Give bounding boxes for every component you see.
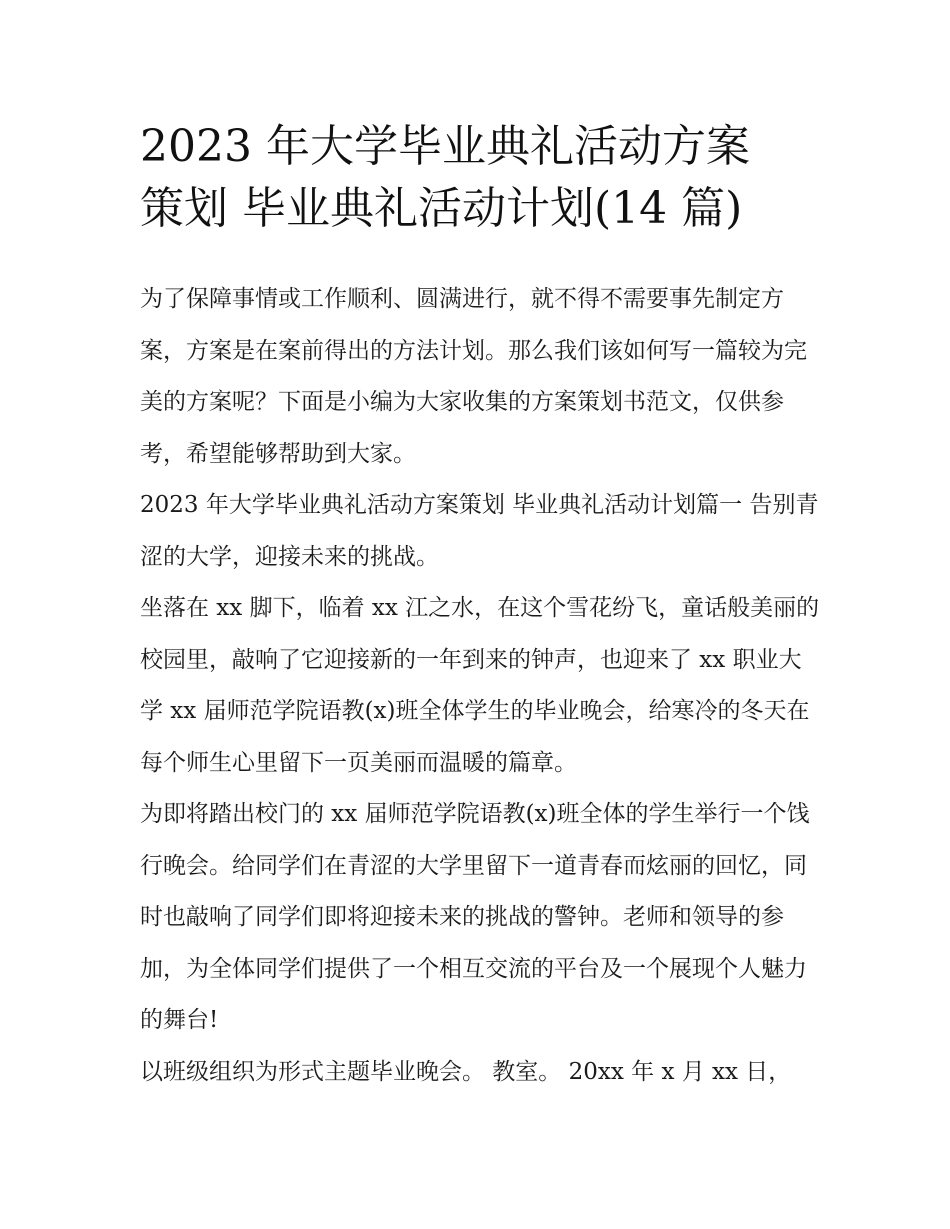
paragraph-section-heading: 2023 年大学毕业典礼活动方案策划 毕业典礼活动计划篇一 告别青涩的大学，迎接未来的挑战。 xyxy=(140,492,819,570)
title-line-1: 2023 年大学毕业典礼活动方案 xyxy=(140,121,750,172)
paragraph-intro: 为了保障事情或工作顺利、圆满进行，就不得不需要事先制定方案，方案是在案前得出的方法计划。那么我们该如何写一篇较为完美的方案呢？下面是小编为大家收集的方案策划书范文，仅供参考，希望能够帮助到大家。 xyxy=(140,286,807,467)
title-line-2: 策划 毕业典礼活动计划(14 篇) xyxy=(140,183,743,234)
document-title xyxy=(140,116,830,240)
paragraph-background: 坐落在 xx 脚下，临着 xx 江之水，在这个雪花纷飞，童话般美丽的校园里，敲响了它迎接新的一年到来的钟声，也迎来了 xx 职业大学 xx 届师范学院语教(x)班全体学生的毕业晚会，给寒冷的冬天在每个师生心里留下一页美丽而温暖的篇章。 xyxy=(140,595,820,776)
document-body xyxy=(140,274,820,1098)
paragraph-format-time: 以班级组织为形式主题毕业晚会。 教室。 20xx 年 x 月 xx 日， xyxy=(140,1058,792,1085)
paragraph-purpose: 为即将踏出校门的 xx 届师范学院语教(x)班全体的学生举行一个饯行晚会。给同学们在青涩的大学里留下一道青春而炫丽的回忆，同时也敲响了同学们即将迎接未来的挑战的警钟。老师和领导的参加，为全体同学们提供了一个相互交流的平台及一个展现个人魅力的舞台! xyxy=(140,801,810,1033)
